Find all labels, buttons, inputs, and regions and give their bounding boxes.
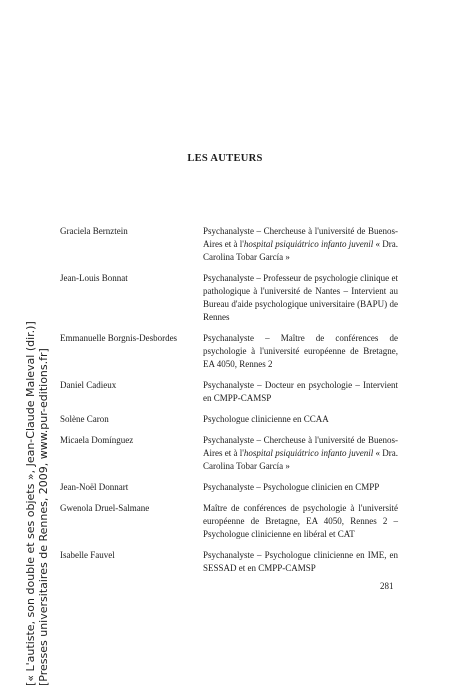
authors-list bbox=[60, 225, 398, 583]
author-description: Psychanalyste – Docteur en psychologie – Intervient en CMPP-CAMSP bbox=[203, 380, 398, 403]
page-number: 281 bbox=[380, 581, 394, 591]
author-description: Psychanalyste – Chercheuse à l'université de Buenos-Aires et à l'hospital psiquiátrico infanto juvenil « Dra. Carolina Tobar García » bbox=[203, 435, 399, 471]
author-entry bbox=[60, 549, 398, 575]
author-description: Psychologue clinicienne en CCAA bbox=[203, 414, 329, 424]
author-description: Psychanalyste – Psychologue clinicienne en IME, en SESSAD et en CMPP-CAMSP bbox=[203, 550, 398, 573]
author-entry bbox=[60, 332, 398, 371]
author-entry bbox=[60, 225, 398, 264]
page-title: LES AUTEURS bbox=[187, 153, 263, 164]
author-name: Jean-Noël Donnart bbox=[60, 482, 129, 492]
author-name: Solène Caron bbox=[60, 414, 109, 424]
author-entry bbox=[60, 413, 398, 426]
author-entry bbox=[60, 502, 398, 541]
author-entry bbox=[60, 272, 398, 324]
author-name: Gwenola Druel-Salmane bbox=[60, 503, 150, 513]
author-name: Jean-Louis Bonnat bbox=[60, 273, 128, 283]
author-name: Micaela Domínguez bbox=[60, 435, 134, 445]
side-citation bbox=[0, 0, 50, 696]
author-name: Emmanuelle Borgnis-Desbordes bbox=[60, 333, 178, 343]
author-description: Psychanalyste – Psychologue clinicien en CMPP bbox=[203, 482, 380, 492]
author-name: Graciela Bernztein bbox=[60, 226, 128, 236]
side-citation-line-2: [Presses universitaires de Rennes, 2009, www.pur-editions.fr] bbox=[37, 348, 50, 686]
author-name: Isabelle Fauvel bbox=[60, 550, 115, 560]
author-entry bbox=[60, 379, 398, 405]
side-citation-line-1: [« L'autiste, son double et ses objets », Jean-Claude Maleval (dir.)] bbox=[24, 321, 37, 686]
author-description: Psychanalyste – Chercheuse à l'université de Buenos-Aires et à l'hospital psiquiátrico infanto juvenil « Dra. Carolina Tobar García » bbox=[203, 226, 399, 262]
author-description: Psychanalyste – Professeur de psychologie clinique et pathologique à l'université de Nantes – Intervient au Bureau d'aide psychologique universitaire (BAPU) de Rennes bbox=[203, 273, 398, 322]
author-name: Daniel Cadieux bbox=[60, 380, 117, 390]
author-description: Psychanalyste – Maître de conférences de psychologie à l'université européenne de Bretagne, EA 4050, Rennes 2 bbox=[203, 333, 398, 369]
author-entry bbox=[60, 481, 398, 494]
author-description: Maître de conférences de psychologie à l'université européenne de Bretagne, EA 4050, Rennes 2 – Psychologue clinicienne en libéral et CAT bbox=[203, 503, 398, 539]
author-entry bbox=[60, 434, 398, 473]
side-citation-text bbox=[24, 321, 50, 686]
